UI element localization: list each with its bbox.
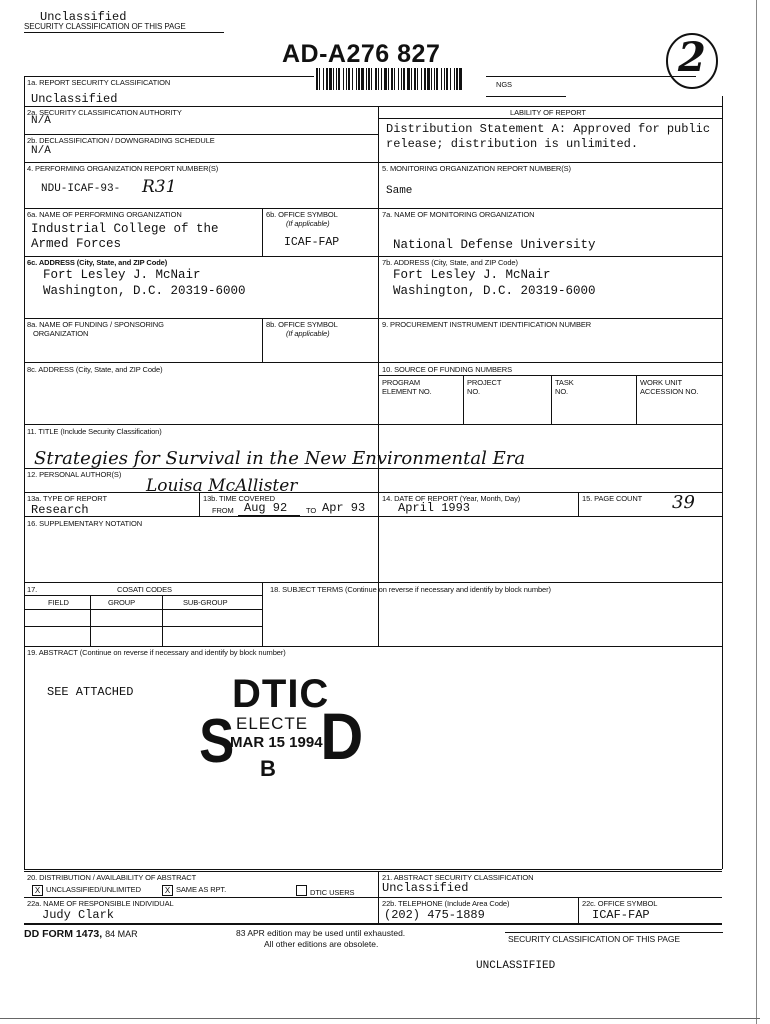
- stamp-electe: ELECTE: [236, 714, 309, 733]
- block-13b-to: Apr 93: [322, 501, 366, 515]
- block-13b-from-label: FROM: [212, 506, 234, 515]
- block-11-handwritten-title: Strategies for Survival in the New Environmental Era: [34, 448, 526, 469]
- bottom-classification: UNCLASSIFIED: [476, 960, 556, 972]
- block-10-col3-line1: TASK: [555, 378, 574, 387]
- block-3-value-line1: Distribution Statement A: Approved for public: [386, 122, 711, 136]
- block-13a-label: 13a. TYPE OF REPORT: [27, 494, 107, 503]
- block-10-col2-line2: NO.: [467, 387, 481, 396]
- block-14-label: 14. DATE OF REPORT (Year, Month, Day): [382, 494, 521, 503]
- block-6c-value-line1: Fort Lesley J. McNair: [43, 268, 201, 282]
- block-1a-label: 1a. REPORT SECURITY CLASSIFICATION: [27, 78, 171, 87]
- block-17-label: 17.: [27, 585, 38, 594]
- block-20-opt1: [32, 885, 141, 896]
- block-22a-label: 22a. NAME OF RESPONSIBLE INDIVIDUAL: [27, 899, 174, 908]
- stamp-big-d: D: [320, 699, 364, 773]
- block-15-label: 15. PAGE COUNT: [582, 494, 643, 503]
- edition-note-line1: 83 APR edition may be used until exhausted.: [236, 928, 406, 938]
- block-5-label: 5. MONITORING ORGANIZATION REPORT NUMBER(S): [382, 164, 571, 173]
- block-15-handwritten-count: 39: [672, 492, 695, 513]
- block-10-col2-line1: PROJECT: [467, 378, 502, 387]
- form-name-text: DD FORM 1473,: [24, 928, 103, 940]
- top-classification: Unclassified: [40, 10, 127, 24]
- block-7a-value: National Defense University: [393, 238, 596, 252]
- block-18-label: 18. SUBJECT TERMS (Continue on reverse if necessary and identify by block number): [270, 585, 551, 594]
- block-7b-value-line2: Washington, D.C. 20319-6000: [393, 284, 596, 298]
- block-6b-value: ICAF-FAP: [284, 236, 340, 249]
- block-10-col1-line2: ELEMENT NO.: [382, 387, 432, 396]
- block-4-label: 4. PERFORMING ORGANIZATION REPORT NUMBER(S): [27, 164, 219, 173]
- block-22a-value: Judy Clark: [42, 908, 115, 922]
- block-10-col4-line2: ACCESSION NO.: [640, 387, 699, 396]
- block-16-label: 16. SUPPLEMENTARY NOTATION: [27, 519, 143, 528]
- block-21-label: 21. ABSTRACT SECURITY CLASSIFICATION: [382, 873, 534, 882]
- footer-security-label: SECURITY CLASSIFICATION OF THIS PAGE: [508, 934, 680, 944]
- block-17-col-field: FIELD: [48, 598, 69, 607]
- circled-mark-text: 2: [678, 34, 706, 81]
- block-6a-label: 6a. NAME OF PERFORMING ORGANIZATION: [27, 210, 182, 219]
- block-19-label: 19. ABSTRACT (Continue on reverse if necessary and identify by block number): [27, 648, 286, 657]
- block-9-label: 9. PROCUREMENT INSTRUMENT IDENTIFICATION NUMBER: [382, 320, 592, 329]
- block-2a-value: N/A: [31, 115, 51, 127]
- block-5-value: Same: [386, 185, 413, 197]
- block-13a-value: Research: [31, 503, 89, 517]
- security-classification-heading: SECURITY CLASSIFICATION OF THIS PAGE: [24, 22, 186, 31]
- block-10-col3-line2: NO.: [555, 387, 569, 396]
- block-11-label: 11. TITLE (Include Security Classification): [27, 427, 162, 436]
- block-19-value: SEE ATTACHED: [47, 685, 134, 699]
- block-22c-label: 22c. OFFICE SYMBOL: [582, 899, 658, 908]
- block-20-label: 20. DISTRIBUTION / AVAILABILITY OF ABSTRACT: [27, 873, 197, 882]
- block-13b-from: Aug 92: [244, 501, 288, 515]
- block-8a-label-line1: 8a. NAME OF FUNDING / SPONSORING: [27, 320, 164, 329]
- block-6a-value-line2: Armed Forces: [31, 237, 122, 251]
- block-3-value-line2: release; distribution is unlimited.: [386, 137, 639, 151]
- block-6b-sub: (If applicable): [286, 219, 330, 228]
- block-4-value: NDU-ICAF-93-: [41, 183, 121, 195]
- block-10-label: 10. SOURCE OF FUNDING NUMBERS: [382, 365, 513, 374]
- block-17-title: COSATI CODES: [117, 585, 172, 594]
- block-21-value: Unclassified: [382, 881, 469, 895]
- block-6a-value-line1: Industrial College of the: [31, 222, 219, 236]
- block-22b-value: (202) 475-1889: [384, 908, 485, 922]
- ad-number: AD-A276 827: [282, 40, 441, 68]
- block-7b-label: 7b. ADDRESS (City, State, and ZIP Code): [382, 258, 518, 267]
- block-17-col-group: GROUP: [108, 598, 136, 607]
- block-14-value: April 1993: [398, 501, 471, 515]
- block-20-opt3: [296, 885, 354, 897]
- block-12-handwritten-author: Louisa McAllister: [146, 476, 298, 496]
- block-13b-to-label: TO: [306, 506, 317, 515]
- block-8b-label: 8b. OFFICE SYMBOL: [266, 320, 338, 329]
- block-22c-value: ICAF-FAP: [592, 908, 650, 922]
- block-1a-value: Unclassified: [31, 92, 118, 106]
- block-7b-value-line1: Fort Lesley J. McNair: [393, 268, 551, 282]
- block-6c-value-line2: Washington, D.C. 20319-6000: [43, 284, 246, 298]
- block-2b-label: 2b. DECLASSIFICATION / DOWNGRADING SCHEDULE: [27, 136, 215, 145]
- block-2a-label: 2a. SECURITY CLASSIFICATION AUTHORITY: [27, 108, 182, 117]
- block-10-col1-line1: PROGRAM: [382, 378, 421, 387]
- circled-mark: [660, 28, 722, 92]
- block-22b-label: 22b. TELEPHONE (Include Area Code): [382, 899, 510, 908]
- block-10-col4-line1: WORK UNIT: [640, 378, 683, 387]
- block-2b-value: N/A: [31, 145, 51, 157]
- block-20-opt2: [162, 885, 226, 896]
- barcode: [316, 68, 464, 90]
- block-6b-label: 6b. OFFICE SYMBOL: [266, 210, 338, 219]
- block-8a-label-line2: ORGANIZATION: [33, 329, 89, 338]
- checkbox-same-as-rpt[interactable]: X: [162, 885, 173, 896]
- stamp-date: MAR 15 1994: [230, 734, 323, 751]
- block-20-opt1-label: UNCLASSIFIED/UNLIMITED: [46, 885, 141, 894]
- dtic-elected-stamp: [190, 668, 370, 798]
- block-4-handwritten: R31: [142, 177, 177, 197]
- checkbox-dtic-users[interactable]: [296, 885, 307, 896]
- markings-label-fragment: NGS: [496, 80, 512, 89]
- block-12-label: 12. PERSONAL AUTHOR(S): [27, 470, 122, 479]
- block-13b-label: 13b. TIME COVERED: [203, 494, 275, 503]
- checkbox-unclassified-unlimited[interactable]: X: [32, 885, 43, 896]
- form-date: 84 MAR: [105, 929, 138, 939]
- block-17-col-subgroup: SUB-GROUP: [183, 598, 228, 607]
- form-name: [24, 928, 138, 940]
- edition-note-line2: All other editions are obsolete.: [264, 939, 379, 949]
- block-20-opt2-label: SAME AS RPT.: [176, 885, 227, 894]
- block-20-opt3-label: DTIC USERS: [310, 888, 355, 897]
- block-8b-sub: (If applicable): [286, 329, 330, 338]
- block-7a-label: 7a. NAME OF MONITORING ORGANIZATION: [382, 210, 535, 219]
- block-6c-label: 6c. ADDRESS (City, State, and ZIP Code): [27, 258, 168, 267]
- block-8c-label: 8c. ADDRESS (City, State, and ZIP Code): [27, 365, 163, 374]
- block-3-label: LABILITY OF REPORT: [510, 108, 586, 117]
- stamp-b: B: [260, 756, 276, 781]
- stamp-big-s: S: [199, 707, 235, 776]
- stamp-dtic: DTIC: [232, 672, 330, 716]
